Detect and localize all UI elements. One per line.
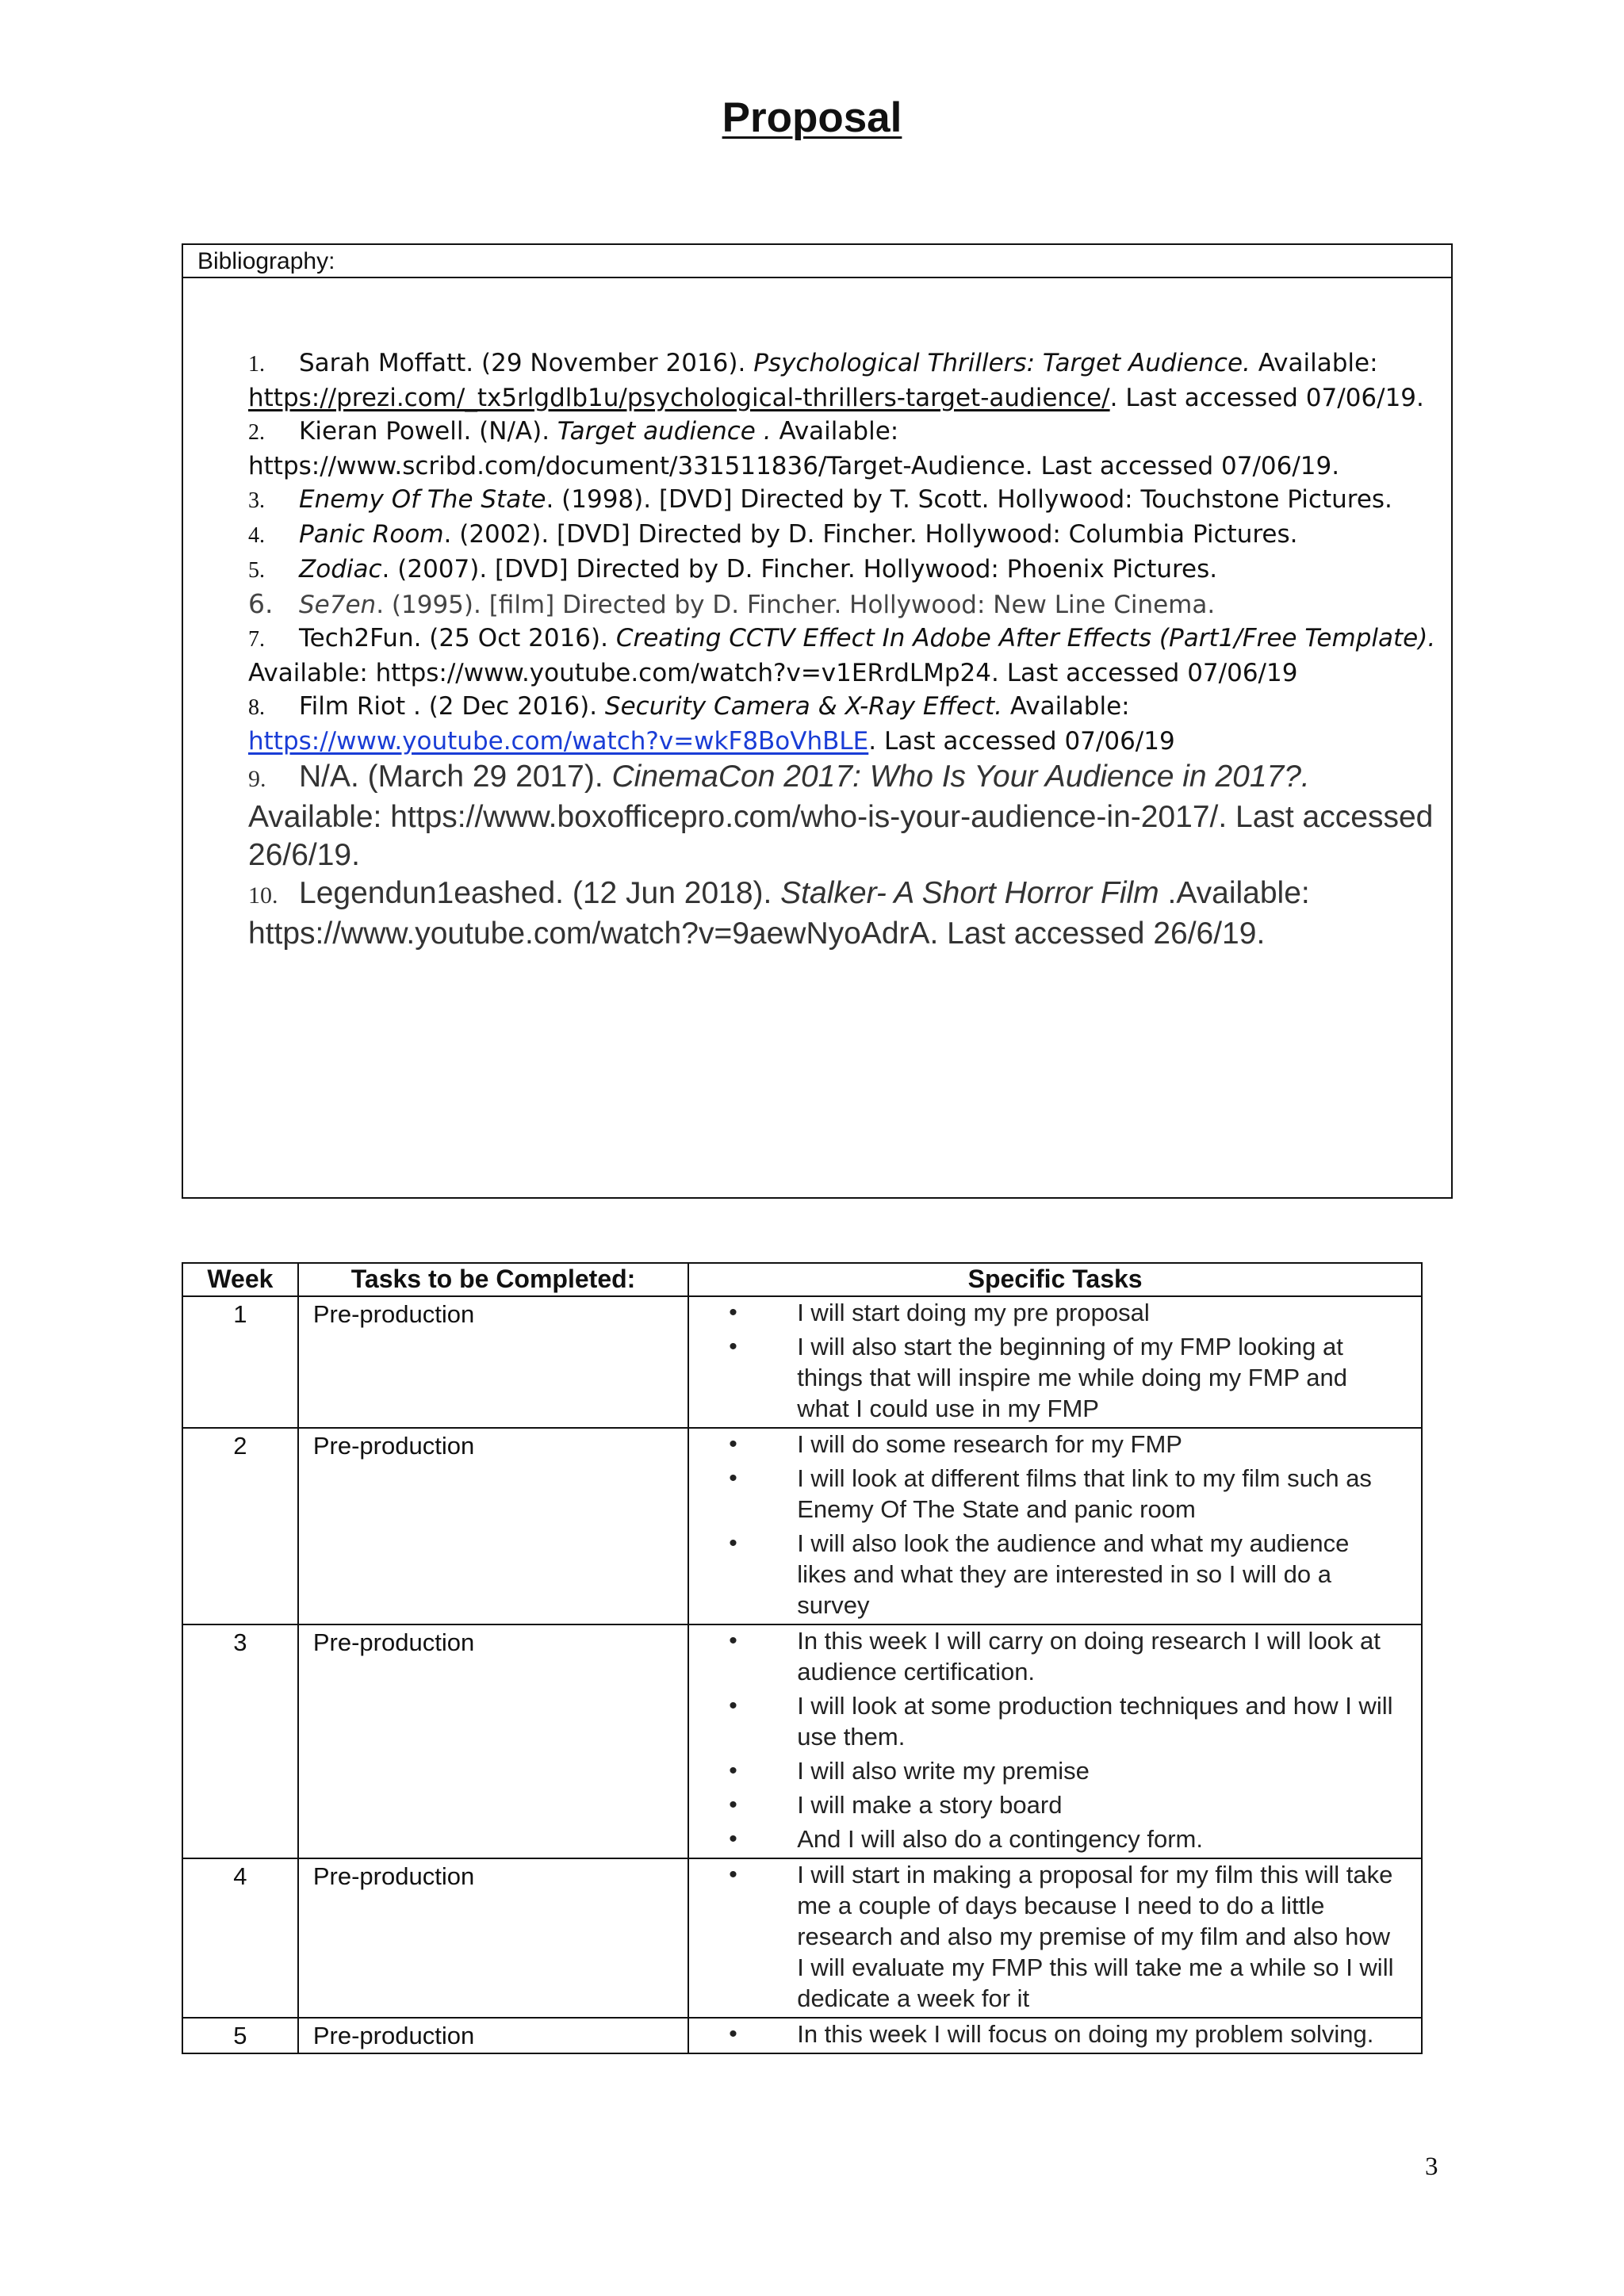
table-row xyxy=(182,1428,1422,1624)
task-cell: Pre-production xyxy=(298,2018,688,2053)
list-item: • And I will also do a contingency form. xyxy=(729,1823,1397,1854)
bibliography-entry: 3. Enemy Of The State. (1998). [DVD] Directed by T. Scott. Hollywood: Touchstone Pictures. xyxy=(248,485,1392,514)
list-item: • I will start in making a proposal for my film this will take me a couple of days because I need to do a little research and also my premise of my film and also how I will evaluate my FMP this will take me a while so I will dedicate a week for it xyxy=(729,1859,1397,2014)
bibliography-entry: 2. Kieran Powell. (N/A). Target audience . Available: https://www.scribd.com/document/331511836/Target-Audience. Last accessed 07/06/19. xyxy=(248,417,1340,480)
bibliography-link[interactable]: https://www.youtube.com/watch?v=wkF8BoVhBLE xyxy=(248,727,869,756)
column-header-specific-tasks: Specific Tasks xyxy=(688,1263,1422,1296)
bibliography-link[interactable]: https://prezi.com/_tx5rlgdlb1u/psychological-thrillers-target-audience/ xyxy=(248,384,1110,412)
list-item: • In this week I will focus on doing my problem solving. xyxy=(729,2019,1397,2049)
list-item: • I will look at some production techniques and how I will use them. xyxy=(729,1690,1397,1752)
bibliography-entry: 8. Film Riot . (2 Dec 2016). Security Camera & X-Ray Effect. Available: https://www.youtube.com/watch?v=wkF8BoVhBLE. Last accessed 07/06/19 xyxy=(248,692,1175,756)
task-schedule-table xyxy=(182,1262,1423,2054)
list-item: • I will also look the audience and what my audience likes and what they are interested in so I will do a survey xyxy=(729,1528,1397,1621)
page-title: Proposal xyxy=(722,94,902,141)
list-item: • I will also start the beginning of my FMP looking at things that will inspire me while doing my FMP and what I could use in my FMP xyxy=(729,1331,1397,1424)
bibliography-entry: 5. Zodiac. (2007). [DVD] Directed by D. Fincher. Hollywood: Phoenix Pictures. xyxy=(248,555,1218,584)
week-cell: 5 xyxy=(182,2018,298,2053)
list-item: • In this week I will carry on doing research I will look at audience certification. xyxy=(729,1625,1397,1687)
specific-tasks-cell xyxy=(688,1428,1422,1624)
bibliography-entry: 7. Tech2Fun. (25 Oct 2016). Creating CCTV Effect In Adobe After Effects (Part1/Free Template). Available: https://www.youtube.com/watch?v=v1ERrdLMp24. Last accessed 07/06/19 xyxy=(248,624,1436,687)
bullet-list xyxy=(729,1429,1397,1621)
page-number: 3 xyxy=(1425,2152,1438,2181)
bibliography-entry: 4. Panic Room. (2002). [DVD] Directed by D. Fincher. Hollywood: Columbia Pictures. xyxy=(248,520,1298,549)
task-cell: Pre-production xyxy=(298,1296,688,1428)
column-header-week: Week xyxy=(182,1263,298,1296)
table-row xyxy=(182,2018,1422,2053)
bullet-list xyxy=(729,1625,1397,1854)
bibliography-entry: 9. N/A. (March 29 2017). CinemaCon 2017: Who Is Your Audience in 2017?. Available: https://www.boxofficepro.com/who-is-your-audience-in-2017/. Last accessed 26/6/19. xyxy=(248,760,1434,872)
bibliography-list xyxy=(248,346,1442,953)
bibliography-entry: 1. Sarah Moffatt. (29 November 2016). Psychological Thrillers: Target Audience. Available: https://prezi.com/_tx5rlgdlb1u/psychological-thrillers-target-audience/. Last accessed 07/06/19. xyxy=(248,349,1424,412)
list-item: • I will start doing my pre proposal xyxy=(729,1297,1397,1328)
specific-tasks-cell xyxy=(688,1624,1422,1858)
week-cell: 3 xyxy=(182,1624,298,1858)
specific-tasks-cell xyxy=(688,1296,1422,1428)
week-cell: 1 xyxy=(182,1296,298,1428)
bibliography-entry: 10. Legendun1eashed. (12 Jun 2018). Stalker- A Short Horror Film .Available: https://www.youtube.com/watch?v=9aewNyoAdrA. Last accessed 26/6/19. xyxy=(248,876,1310,951)
bullet-list xyxy=(729,1297,1397,1424)
table-row xyxy=(182,1858,1422,2018)
column-header-tasks: Tasks to be Completed: xyxy=(298,1263,688,1296)
specific-tasks-cell xyxy=(688,1858,1422,2018)
week-cell: 4 xyxy=(182,1858,298,2018)
specific-tasks-cell xyxy=(688,2018,1422,2053)
list-item: • I will also write my premise xyxy=(729,1755,1397,1786)
bibliography-header: Bibliography: xyxy=(183,245,1451,278)
list-item: • I will make a story board xyxy=(729,1789,1397,1820)
task-cell: Pre-production xyxy=(298,1624,688,1858)
list-item: • I will do some research for my FMP xyxy=(729,1429,1397,1460)
bullet-list xyxy=(729,2019,1397,2049)
task-cell: Pre-production xyxy=(298,1428,688,1624)
table-row xyxy=(182,1624,1422,1858)
table-row xyxy=(182,1296,1422,1428)
task-cell: Pre-production xyxy=(298,1858,688,2018)
bibliography-box xyxy=(182,243,1453,1199)
table-header-row xyxy=(182,1263,1422,1296)
week-cell: 2 xyxy=(182,1428,298,1624)
list-item: • I will look at different films that link to my film such as Enemy Of The State and panic room xyxy=(729,1463,1397,1525)
bibliography-entry: 6. Se7en. (1995). [film] Directed by D. Fincher. Hollywood: New Line Cinema. xyxy=(248,588,1216,619)
bullet-list xyxy=(729,1859,1397,2014)
